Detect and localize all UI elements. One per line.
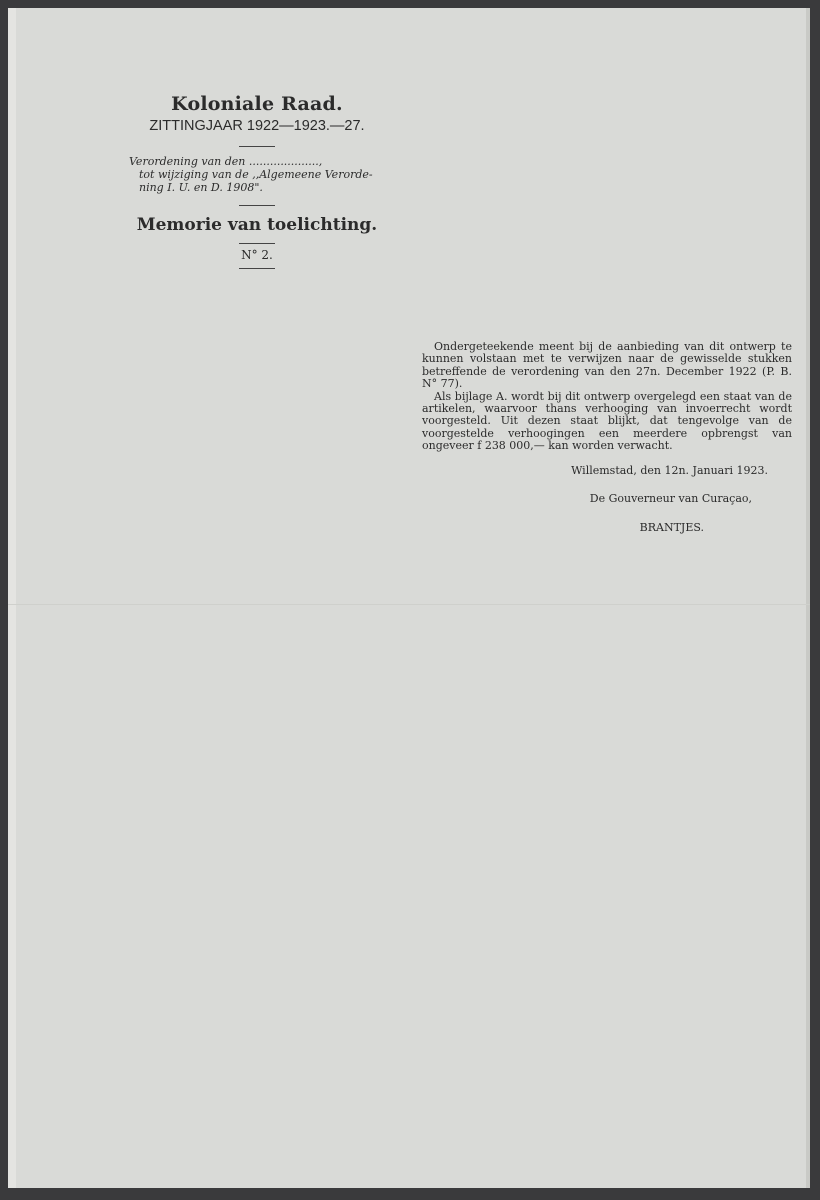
governor-title: De Gouverneur van Curaçao, [589,492,752,505]
ordinance-description [129,155,385,194]
document-number: N° 2. [241,248,273,262]
subtitle-rule [239,205,275,206]
place-date: Willemstad, den 12n. Januari 1923. [571,464,768,477]
memorandum-title: Memorie van toelichting. [136,215,378,235]
number-rule-top [239,243,275,244]
session-line: ZITTINGJAAR 1922—1923.—27. [149,118,365,134]
council-title: Koloniale Raad. [171,93,343,115]
fold-line [8,604,810,605]
document-header [126,92,388,269]
document-page [8,8,810,1188]
right-page-edge [806,8,810,1188]
body-paragraph-1: Ondergeteekende meent bij de aanbieding van dit ontwerp te kunnen volstaan met te verwijzen naar de gewisselde stukken betreffende de verordening van den 27n. December 1922 (P. B. N° 77). [422,340,792,391]
body-paragraph-2: Als bijlage A. wordt bij dit ontwerp overgelegd een staat van de artikelen, waarvoor thans verhooging van invoerrecht wordt voorgesteld. Uit dezen staat blijkt, dat tengevolge van de voorgestelde verhoogingen een meerdere opbrengst van ongeveer f 238 000,— kan worden verwacht. [422,389,792,453]
signature-name: BRANTJES. [639,521,704,534]
memorandum-body [422,341,792,453]
left-paper-strip [8,8,16,1188]
header-rule [239,146,275,147]
ordinance-line-2: tot wijziging van de ,,Algemeene Verorde- [139,168,373,181]
ordinance-line-3: ning I. U. en D. 1908". [139,181,263,194]
ordinance-line-1: Verordening van den ...................., [129,155,323,168]
number-rule-bottom [239,268,275,269]
